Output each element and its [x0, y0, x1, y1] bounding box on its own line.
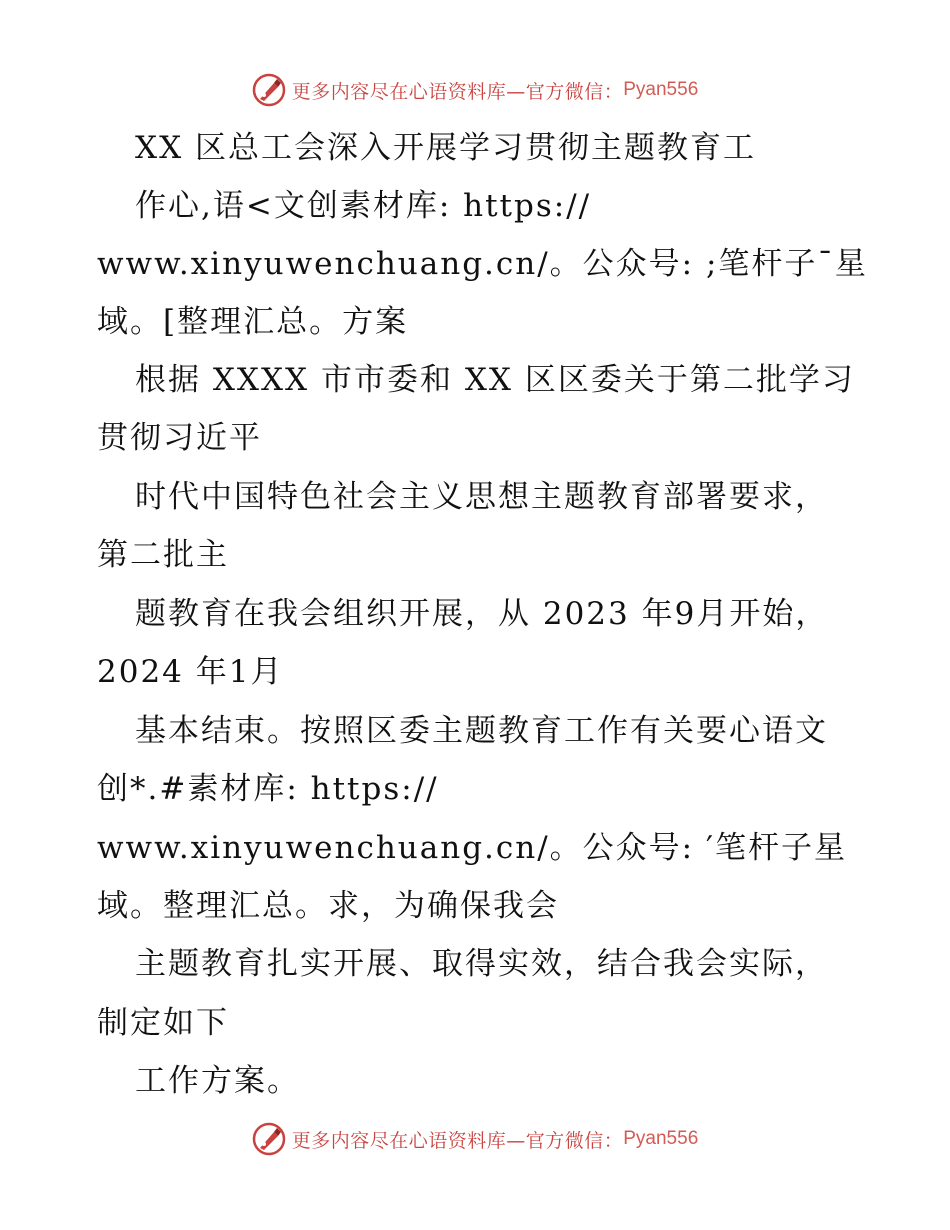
text-line-9: 题教育在我会组织开展，从 2023 年9月开始， [135, 596, 829, 632]
text-line-10: 2024 年1月 [97, 654, 284, 690]
text-line-17: 工作方案。 [135, 1063, 300, 1099]
banner-text: 更多内容尽在心语资料库—官方微信： [291, 1129, 624, 1152]
text-line-8: 第二批主 [97, 537, 229, 573]
text-line-12: 创*.#素材库: https:// [97, 771, 439, 807]
text-line-1: XX 区总工会深入开展学习贯彻主题教育工 [135, 130, 756, 166]
text-line-4: 域。[整理汇总。方案 [97, 304, 409, 340]
text-line-6: 贯彻习近平 [97, 420, 262, 456]
text-line-7: 时代中国特色社会主义思想主题教育部署要求， [135, 479, 828, 515]
pen-logo-icon [252, 73, 286, 107]
footer-banner [0, 1119, 950, 1159]
text-line-14: 域。整理汇总。求，为确保我会 [97, 888, 559, 924]
text-line-15: 主题教育扎实开展、取得实效，结合我会实际， [135, 946, 828, 982]
text-line-3: www.xinyuwenchuang.cn/。公众号: ;笔杆子¯星 [97, 246, 868, 282]
text-line-16: 制定如下 [97, 1005, 229, 1041]
text-line-2: 作心,语<文创素材库: https:// [135, 188, 592, 224]
banner-wechat-id: Pyan556 [623, 1128, 699, 1149]
banner-text: 更多内容尽在心语资料库—官方微信： [291, 80, 624, 103]
header-banner [0, 70, 950, 110]
text-line-5: 根据 XXXX 市市委和 XX 区区委关于第二批学习 [135, 362, 855, 398]
pen-logo-icon [252, 1122, 286, 1156]
text-line-13: www.xinyuwenchuang.cn/。公众号: ′笔杆子星 [97, 830, 848, 866]
text-line-11: 基本结束。按照区委主题教育工作有关要心语文 [135, 713, 828, 749]
banner-wechat-id: Pyan556 [623, 79, 699, 100]
